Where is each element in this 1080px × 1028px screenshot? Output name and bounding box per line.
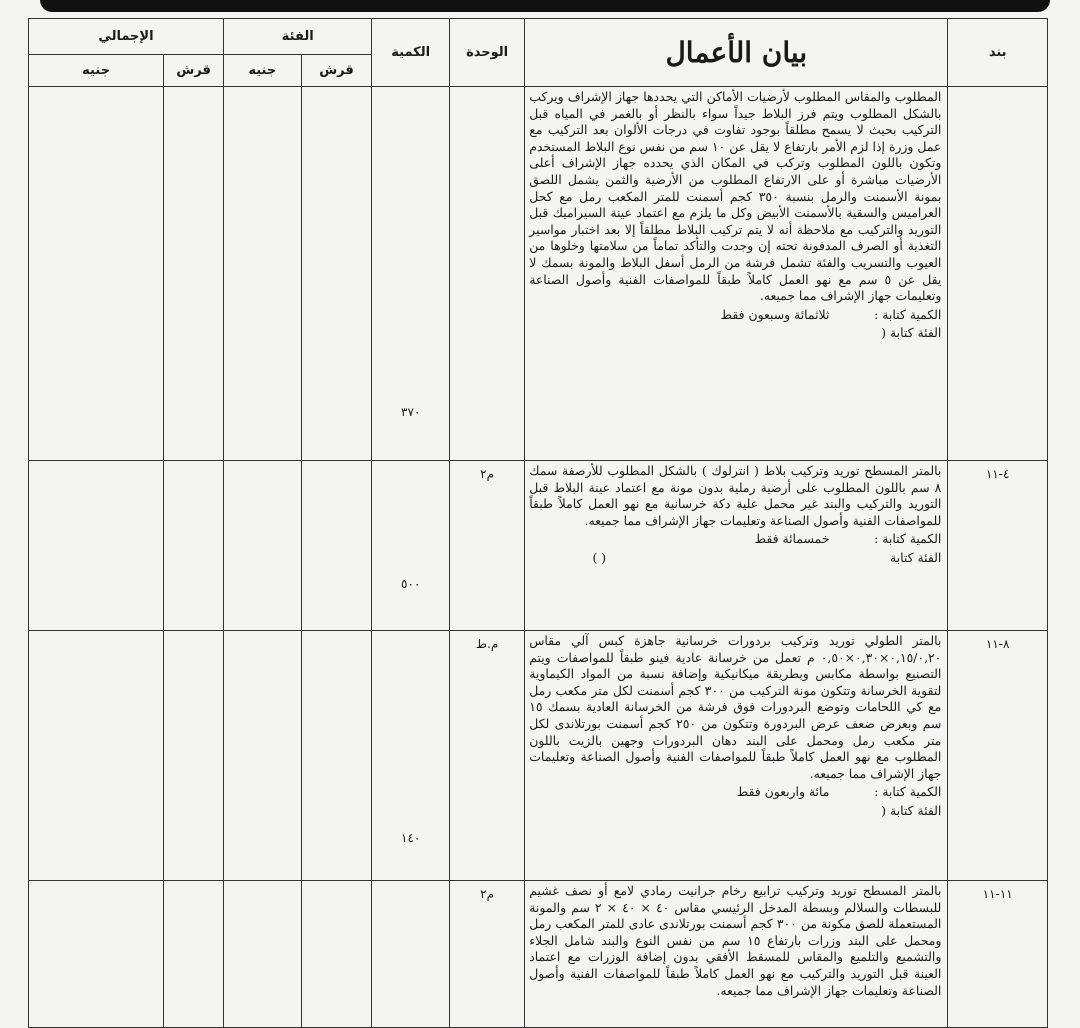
total-pound-cell xyxy=(29,87,164,461)
category-piaster-cell xyxy=(301,881,372,1028)
table-row xyxy=(29,631,1048,881)
total-pound-cell xyxy=(29,631,164,881)
item-number: ٤-١١ xyxy=(948,461,1048,631)
header-total-pound: جنيه xyxy=(29,55,164,87)
item-quantity: ٥٠٠ xyxy=(401,577,421,591)
item-unit: م٢ xyxy=(449,461,524,631)
item-quantity-cell xyxy=(372,461,450,631)
category-piaster-cell xyxy=(301,87,372,461)
price-words-label: الفئة كتابة xyxy=(890,549,942,565)
header-description: بيان الأعمال xyxy=(525,19,948,87)
item-description xyxy=(525,461,948,631)
price-in-words xyxy=(529,803,941,820)
quantity-in-words xyxy=(529,531,941,548)
total-pound-cell xyxy=(29,881,164,1028)
quantity-in-words xyxy=(529,784,941,801)
table-row xyxy=(29,881,1048,1028)
description-text: بالمتر المسطح توريد وتركيب بلاط ( انترلوك ) بالشكل المطلوب للأرصفة سمك ٨ سم باللون المطلوب على أرضية رملية بدون مونة مع اعتماد عينة البلاط قبل التوريد والتركيب والبند غير محمل علية دكة خرسانية مع نهو العمل كاملاً طبقاً للمواصفات الفنية وأصول الصناعة وتعليمات جهاز الإشراف مما جميعه. xyxy=(529,463,942,528)
quantity-words-label: الكمية كتابة : xyxy=(874,306,942,322)
header-item: بند xyxy=(948,19,1048,87)
header-quantity: الكمية xyxy=(372,19,450,87)
category-piaster-cell xyxy=(301,631,372,881)
total-piaster-cell xyxy=(164,881,224,1028)
price-words-label: الفئة كتابة ( xyxy=(881,802,942,818)
header-category: الفئة xyxy=(224,19,372,55)
description-text: بالمتر الطولي توريد وتركيب بردورات خرسانية جاهزة كبس آلي مقاس ٠,١٥/٠,٢٠×٠,٣٠×٠,٥٠ م تعمل من خرسانة عادية فينو طبقاً للمواصفات ويتم التصنيع بواسطة مكابس وبطريقة ميكانيكية وإضافة نسبة من المواد الكيماوية لتقوية الخرسانة وتتكون مونة التركيب من ٣٠٠ كجم أسمنت لكل متر مكعب رمل مع كي اللحامات وتوضع البردورات فوق فرشة من الخرسانة العادية بسمك ١٥ سم وبعرض ضعف عرض البردورة وتتكون من ٢٥٠ كجم أسمنت بورتلاندى لكل متر مكعب رمل ومحمل على البند دهان البردورات وجهين بالزيت باللون المطلوب مع نهو العمل كاملاً طبقاً للمواصفات الفنية وأصول الصناعة وتعليمات جهاز الإشراف مما جميعه. xyxy=(529,633,942,781)
item-number xyxy=(948,87,1048,461)
category-pound-cell xyxy=(224,87,302,461)
category-pound-cell xyxy=(224,461,302,631)
price-words-close: ( ) xyxy=(592,549,607,565)
header-row-1 xyxy=(29,19,1048,55)
item-quantity: ١٤٠ xyxy=(401,831,421,845)
price-in-words xyxy=(529,550,941,567)
item-quantity-cell xyxy=(372,881,450,1028)
table-row xyxy=(29,461,1048,631)
quantity-words-value: مائة واربعون فقط xyxy=(736,784,830,800)
item-quantity-cell xyxy=(372,87,450,461)
item-description xyxy=(525,631,948,881)
category-pound-cell xyxy=(224,631,302,881)
total-piaster-cell xyxy=(164,87,224,461)
description-text: المطلوب والمقاس المطلوب لأرضيات الأماكن التي يحددها جهاز الإشراف ويركب بالشكل المطلوب ويتم فرز البلاط جيداً سواء بالنظر أو بالغمر في المياه قبل التركيب بحيث لا يسمح مطلقاً بوجود تفاوت في درجات الألوان بعد التركيب مع عمل وزرة إذا لزم الأمر بارتفاع لا يقل عن ١٠ سم من نفس نوع البلاط المستخدم وتكون باللون المطلوب وتركب في المكان الذي يحدده جهاز الإشراف أعلى الأرضيات مباشرة أو على الارتفاع المطلوب من الأرضية والثمن يشمل اللصق بمونة الأسمنت والرمل بنسبة ٣٥٠ كجم أسمنت للمتر المكعب رمل مع كحل العراميس والسقية بالأسمنت الأبيض وكل ما يلزم مع اعتماد عينة السيراميك قبل التوريد والتركيب مع ملاحظة أنه لا يتم تركيب البلاط مطلقاً إلا بعد اختبار مواسير التغذية أو الصرف المدفونة تحته إن وجدت والتأكد تماماً من سلامتها وخلوها من العيوب والتسريب والفئة تشمل فرشة من الرمل أسفل البلاط والمونة بسمك لا يقل عن ٥ سم مع نهو العمل كاملاً طبقاً للمواصفات الفنية وأصول الصناعة وتعليمات جهاز الإشراف مما جميعه. xyxy=(529,89,942,304)
quantity-words-label: الكمية كتابة : xyxy=(874,784,942,800)
total-piaster-cell xyxy=(164,461,224,631)
category-piaster-cell xyxy=(301,461,372,631)
item-number: ٨-١١ xyxy=(948,631,1048,881)
header-category-pound: جنيه xyxy=(224,55,302,87)
total-pound-cell xyxy=(29,461,164,631)
total-piaster-cell xyxy=(164,631,224,881)
header-total: الإجمالي xyxy=(29,19,224,55)
header-unit: الوحدة xyxy=(449,19,524,87)
item-quantity: ٣٧٠ xyxy=(401,405,421,419)
item-description xyxy=(525,87,948,461)
item-description xyxy=(525,881,948,1028)
quantity-in-words xyxy=(529,307,941,324)
header-category-piaster: قرش xyxy=(301,55,372,87)
quantity-words-value: ثلاثمائة وسبعون فقط xyxy=(720,306,830,322)
item-unit xyxy=(449,87,524,461)
item-number: ١١-١١ xyxy=(948,881,1048,1028)
category-pound-cell xyxy=(224,881,302,1028)
bill-of-quantities-table xyxy=(28,18,1048,1028)
table-row xyxy=(29,87,1048,461)
item-unit: م.ط xyxy=(449,631,524,881)
page-top-border xyxy=(40,0,1050,12)
price-words-label: الفئة كتابة ( xyxy=(881,325,942,341)
quantity-words-value: خمسمائة فقط xyxy=(754,531,830,547)
quantity-words-label: الكمية كتابة : xyxy=(874,531,942,547)
item-quantity-cell xyxy=(372,631,450,881)
description-text: بالمتر المسطح توريد وتركيب ترابيع رخام جرانيت رمادي لامع أو نصف غشيم للبسطات والسلالم وبسطة المدخل الرئيسي مقاس ٤٠ × ٤٠ × ٢ سم والمونة المستعملة للصق مكونة من ٣٠٠ كجم أسمنت بورتلاندى عادى للمتر المكعب رمل ومحمل على البند وزرات بارتفاع ١٥ سم من نفس النوع والبند شامل الجلاء والتشميع والتلميع والمقاس للمسقط الأفقي بدون إضافة الوزرات مع اعتماد العينة قبل التوريد والتركيب مع نهو العمل كاملاً طبقاً للمواصفات الفنية وأصول الصناعة وتعليمات جهاز الإشراف مما جميعه. xyxy=(529,883,942,998)
item-unit: م٢ xyxy=(449,881,524,1028)
price-in-words xyxy=(529,325,941,342)
header-total-piaster: قرش xyxy=(164,55,224,87)
